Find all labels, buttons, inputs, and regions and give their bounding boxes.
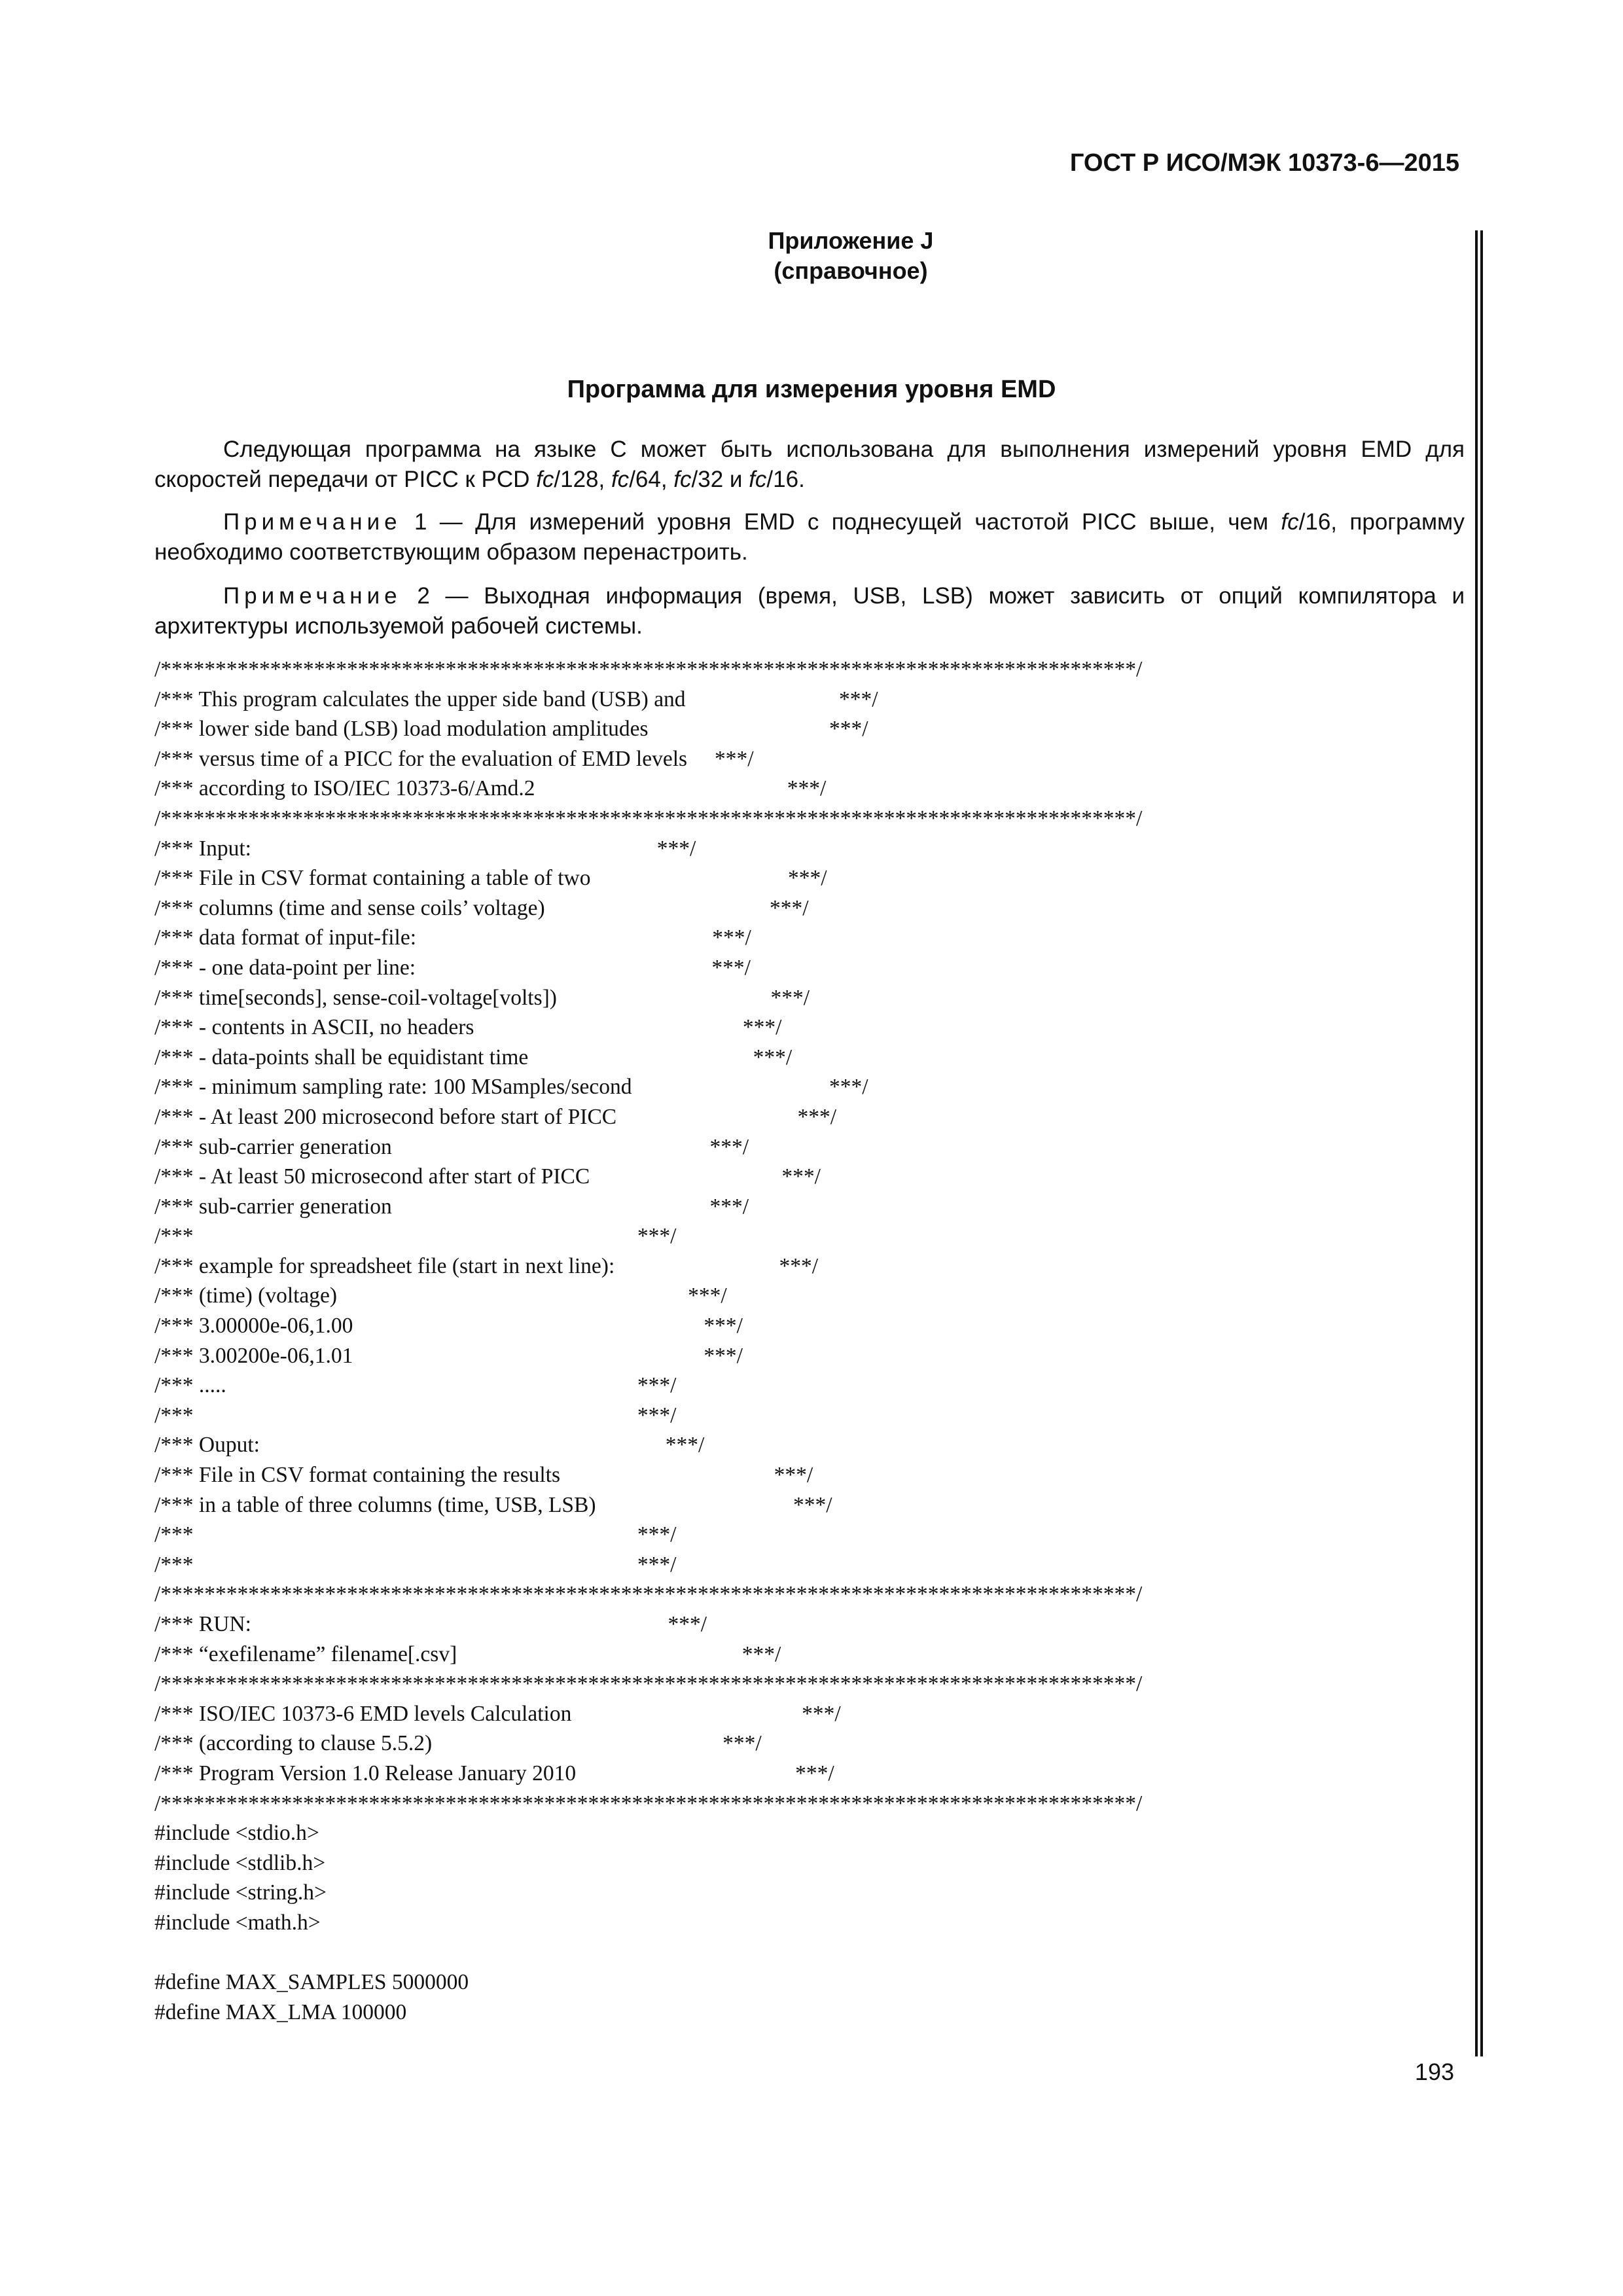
code-line: /*** versus time of a PICC for the evaluation of EMD levels ***/: [154, 746, 754, 771]
fc-symbol: fc: [611, 467, 630, 492]
note-1: [154, 507, 1465, 567]
intro-paragraph: [154, 435, 1465, 495]
code-line: /*** (according to clause 5.5.2) ***/: [154, 1731, 762, 1756]
code-line: /*** data format of input-file: ***/: [154, 925, 751, 950]
note-text: — Выходная информация (время, USB, LSB) может зависить от опций компилятора и архитектуры используемой рабочей системы.: [154, 583, 1465, 639]
code-line: /*****************************************************************************************/: [154, 1672, 1143, 1696]
note-text: /16, программу необходимо соответствующим образом перенастроить.: [154, 509, 1465, 565]
code-line: /*** This program calculates the upper side band (USB) and ***/: [154, 687, 878, 711]
code-line: /*** sub-carrier generation ***/: [154, 1194, 749, 1219]
code-line: /*** - one data-point per line: ***/: [154, 955, 751, 980]
code-line: [154, 1938, 1483, 1968]
note-number: 1: [414, 509, 427, 535]
code-line: /*** ***/: [154, 1552, 677, 1577]
document-header-standard: ГОСТ Р ИСО/МЭК 10373-6—2015: [1069, 149, 1459, 177]
code-line: /*****************************************************************************************/: [154, 1582, 1143, 1607]
code-line: /*** Program Version 1.0 Release January 2010 ***/: [154, 1761, 834, 1785]
code-line: /*** ISO/IEC 10373-6 EMD levels Calculation ***/: [154, 1701, 841, 1726]
code-line: /*** example for spreadsheet file (start in next line): ***/: [154, 1253, 819, 1278]
code-line: #define MAX_SAMPLES 5000000: [154, 1970, 469, 1995]
code-line: /*** ..... ***/: [154, 1373, 677, 1398]
code-line: /*** File in CSV format containing the results ***/: [154, 1463, 813, 1488]
code-line: /*** ***/: [154, 1522, 677, 1547]
code-line: /*** - contents in ASCII, no headers ***/: [154, 1015, 782, 1040]
code-line: /*** File in CSV format containing a table of two ***/: [154, 866, 827, 891]
code-line: /*** lower side band (LSB) load modulation amplitudes ***/: [154, 717, 868, 742]
code-line: /*** 3.00200e-06,1.01 ***/: [154, 1343, 743, 1368]
section-title-text: Программа для измерения уровня EMD: [567, 376, 1056, 403]
fc-symbol: fc: [536, 467, 554, 492]
code-line: /*** time[seconds], sense-coil-voltage[volts]) ***/: [154, 985, 810, 1010]
intro-text: Следующая программа на языке С может быть использована для выполнения измерений уровня EMD для скоростей передачи от PICC к PCD: [154, 437, 1465, 492]
annex-heading: [0, 226, 1623, 286]
page-number: 193: [1414, 2058, 1454, 2085]
code-line: #include <stdio.h>: [154, 1821, 319, 1846]
fc-symbol: fc: [1281, 509, 1299, 535]
code-line: /*** columns (time and sense coils’ voltage) ***/: [154, 895, 809, 920]
code-line: /*** - At least 50 microsecond after start of PICC ***/: [154, 1164, 821, 1189]
code-line: /*** - minimum sampling rate: 100 MSamples/second ***/: [154, 1075, 868, 1100]
code-line: /*** “exefilename” filename[.csv] ***/: [154, 1641, 781, 1666]
code-line: /*** - data-points shall be equidistant time ***/: [154, 1045, 793, 1069]
code-line: /*** - At least 200 microsecond before start of PICC ***/: [154, 1104, 837, 1129]
note-number: 2: [417, 583, 430, 609]
rate-text: /128,: [554, 467, 611, 492]
code-line: /*** ***/: [154, 1403, 677, 1427]
code-line: /*** in a table of three columns (time, USB, LSB) ***/: [154, 1492, 832, 1517]
code-line: /*** sub-carrier generation ***/: [154, 1134, 749, 1159]
code-line: /*** ***/: [154, 1224, 677, 1249]
code-line: /*****************************************************************************************/: [154, 657, 1143, 681]
code-line: #include <string.h>: [154, 1880, 327, 1905]
fc-symbol: fc: [673, 467, 692, 492]
annex-type: (справочное): [774, 257, 928, 284]
note-text: — Для измерений уровня EMD с поднесущей частотой PICC выше, чем: [427, 509, 1281, 535]
code-line: #include <stdlib.h>: [154, 1850, 326, 1875]
rate-text: /16.: [766, 467, 805, 492]
code-listing: [154, 655, 1483, 2027]
code-line: /*** Input: ***/: [154, 836, 696, 861]
rate-text: /32 и: [691, 467, 749, 492]
annex-title: Приложение J: [768, 227, 934, 254]
code-line: /*** Ouput: ***/: [154, 1433, 705, 1458]
fc-symbol: fc: [749, 467, 767, 492]
code-line: /*** 3.00000e-06,1.00 ***/: [154, 1314, 743, 1338]
code-line: /*** RUN: ***/: [154, 1612, 707, 1636]
code-line: /*** (time) (voltage) ***/: [154, 1283, 727, 1308]
note-2: [154, 581, 1465, 641]
section-title: [0, 376, 1623, 404]
rate-text: /64,: [629, 467, 674, 492]
note-label: Примечание: [223, 583, 402, 609]
code-line: /*** according to ISO/IEC 10373-6/Amd.2 ***/: [154, 776, 827, 801]
code-line: /*****************************************************************************************/: [154, 1791, 1143, 1816]
code-line: #include <math.h>: [154, 1910, 321, 1935]
note-label: Примечание: [223, 509, 402, 535]
code-line: /*****************************************************************************************/: [154, 806, 1143, 831]
code-line: #define MAX_LMA 100000: [154, 2000, 407, 2024]
